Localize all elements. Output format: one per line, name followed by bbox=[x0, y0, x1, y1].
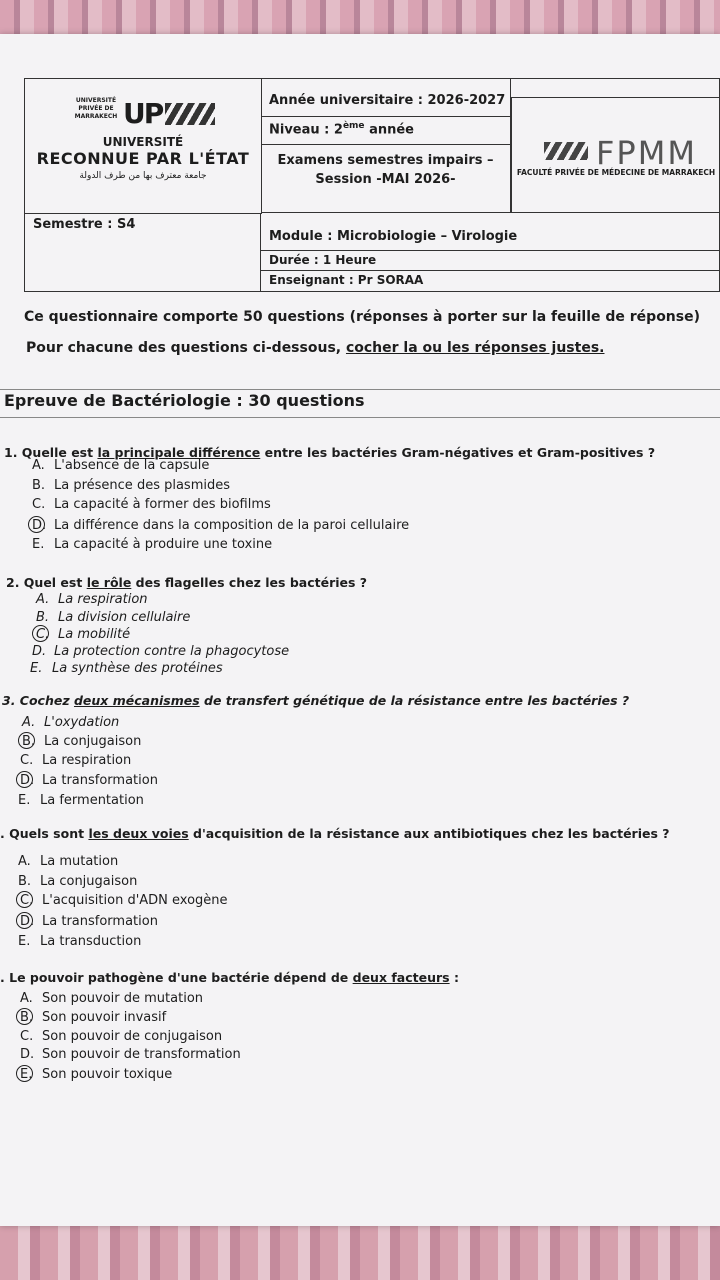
univ-line-arabic: جامعة معترف بها من طرف الدولة bbox=[79, 171, 207, 181]
option-text: La conjugaison bbox=[44, 734, 142, 749]
option-letter-circled: C. bbox=[36, 627, 58, 642]
option-text: La capacité à former des biofilms bbox=[54, 497, 271, 512]
option-text: L'acquisition d'ADN exogène bbox=[42, 893, 228, 908]
q1-option-e[interactable] bbox=[32, 537, 272, 552]
examens-line: Examens semestres impairs – bbox=[277, 153, 494, 168]
q4-option-e[interactable] bbox=[18, 934, 141, 949]
option-letter: B. bbox=[32, 478, 46, 493]
question-5 bbox=[0, 970, 459, 985]
option-letter: C. bbox=[32, 497, 46, 512]
background-fabric-bottom bbox=[0, 1220, 720, 1280]
q2-option-e[interactable] bbox=[30, 661, 223, 676]
q4-option-d[interactable] bbox=[20, 914, 158, 929]
q3-option-d[interactable] bbox=[20, 773, 158, 788]
intro-line-2 bbox=[26, 340, 604, 356]
option-letter: D. bbox=[32, 644, 47, 659]
q1-u: la principale différence bbox=[97, 445, 261, 460]
option-text: La mobilité bbox=[58, 627, 131, 642]
fpmm-logo: FPMM bbox=[596, 134, 697, 172]
question-3 bbox=[2, 693, 629, 708]
option-text: La présence des plasmides bbox=[54, 478, 230, 493]
section-rule-bottom bbox=[0, 417, 720, 418]
question-4 bbox=[0, 826, 670, 841]
option-letter: E. bbox=[30, 661, 43, 676]
exam-header-table bbox=[24, 78, 720, 292]
option-letter-circled: C. bbox=[20, 893, 42, 908]
niveau-prefix: Niveau : 2 bbox=[269, 122, 343, 138]
option-text: La transduction bbox=[40, 934, 142, 949]
option-letter: A. bbox=[36, 592, 50, 607]
niveau-suffix: année bbox=[364, 122, 414, 138]
university-logo-cell bbox=[25, 79, 262, 214]
option-letter-circled: D. bbox=[20, 773, 42, 788]
univ-line-1: UNIVERSITÉ bbox=[102, 135, 184, 149]
q5-option-d[interactable] bbox=[20, 1047, 241, 1062]
q2-a: 2. Quel est bbox=[6, 575, 87, 590]
q2-option-b[interactable] bbox=[36, 610, 190, 625]
module: Module : Microbiologie – Virologie bbox=[261, 213, 719, 251]
semestre: Semestre : S4 bbox=[25, 213, 261, 291]
option-text: La conjugaison bbox=[40, 874, 138, 889]
q1-option-b[interactable] bbox=[32, 478, 230, 493]
option-letter-circled: B. bbox=[20, 1010, 42, 1025]
q1-a: 1. Quelle est bbox=[4, 445, 98, 460]
option-text: Son pouvoir toxique bbox=[42, 1067, 173, 1082]
option-letter: A. bbox=[32, 458, 45, 473]
q1-option-a[interactable] bbox=[32, 458, 209, 473]
univ-line-2: RECONNUE PAR L'ÉTAT bbox=[36, 149, 250, 168]
q2-option-d[interactable] bbox=[32, 644, 289, 659]
up-logo-stripes-icon bbox=[165, 103, 215, 125]
session-line: Session -MAI 2026- bbox=[315, 172, 456, 187]
option-text: La mutation bbox=[40, 854, 119, 869]
option-letter: B. bbox=[18, 874, 32, 889]
option-text: La respiration bbox=[42, 753, 132, 768]
option-text: La transformation bbox=[42, 773, 158, 788]
up-logo-mark: UP bbox=[123, 97, 163, 130]
duree: Durée : 1 Heure bbox=[261, 251, 719, 271]
examens-session bbox=[261, 145, 511, 213]
q3-option-a[interactable] bbox=[22, 715, 119, 730]
option-text: La division cellulaire bbox=[58, 610, 191, 625]
option-text: Son pouvoir de mutation bbox=[42, 991, 204, 1006]
section-rule-top bbox=[0, 389, 720, 390]
option-letter-circled: E. bbox=[20, 1067, 42, 1082]
fpmm-subtitle: FACULTÉ PRIVÉE DE MÉDECINE DE MARRAKECH bbox=[516, 168, 716, 177]
option-text: Son pouvoir invasif bbox=[42, 1010, 167, 1025]
intro-line-1: Ce questionnaire comporte 50 questions (réponses à porter sur la feuille de réponse) bbox=[24, 309, 700, 325]
q1-option-d[interactable] bbox=[32, 518, 409, 533]
option-text: La synthèse des protéines bbox=[52, 661, 223, 676]
enseignant: Enseignant : Pr SORAA bbox=[269, 273, 424, 287]
option-text: L'oxydation bbox=[44, 715, 120, 730]
q2-b: des flagelles chez les bactéries ? bbox=[131, 575, 368, 590]
q2-option-c[interactable] bbox=[36, 627, 130, 642]
option-letter: A. bbox=[18, 854, 31, 869]
option-text: La différence dans la composition de la paroi cellulaire bbox=[54, 518, 410, 533]
option-text: L'absence de la capsule bbox=[54, 458, 210, 473]
option-text: La fermentation bbox=[40, 793, 144, 808]
q4-option-c[interactable] bbox=[20, 893, 228, 908]
option-letter: C. bbox=[20, 1029, 34, 1044]
intro-line-2-a: Pour chacune des questions ci-dessous, bbox=[26, 340, 346, 356]
annee-universitaire: Année universitaire : 2026-2027 bbox=[261, 79, 511, 117]
q5-option-e[interactable] bbox=[20, 1067, 172, 1082]
q4-option-b[interactable] bbox=[18, 874, 137, 889]
niveau-sup: ème bbox=[342, 121, 365, 131]
q3-option-b[interactable] bbox=[22, 734, 141, 749]
section-title: Epreuve de Bactériologie : 30 questions bbox=[4, 391, 365, 410]
niveau bbox=[261, 117, 511, 145]
option-letter: C. bbox=[20, 753, 34, 768]
q3-option-e[interactable] bbox=[18, 793, 144, 808]
up-logo-small-text: UNIVERSITÉ PRIVÉE DE MARRAKECH bbox=[74, 97, 118, 120]
q1-option-c[interactable] bbox=[32, 497, 271, 512]
option-text: Son pouvoir de conjugaison bbox=[42, 1029, 223, 1044]
option-text: La respiration bbox=[58, 592, 148, 607]
q4-a: . Quels sont bbox=[0, 826, 89, 841]
q4-b: d'acquisition de la résistance aux antibiotiques chez les bactéries ? bbox=[188, 826, 670, 841]
q4-option-a[interactable] bbox=[18, 854, 118, 869]
question-2 bbox=[6, 575, 367, 590]
q2-u: le rôle bbox=[86, 575, 132, 590]
option-text: La transformation bbox=[42, 914, 158, 929]
q2-option-a[interactable] bbox=[36, 592, 148, 607]
fpmm-logo-cell bbox=[511, 97, 719, 213]
intro-line-2-b: cocher la ou les réponses justes. bbox=[345, 340, 605, 356]
option-letter-circled: D. bbox=[20, 914, 42, 929]
q5-option-c[interactable] bbox=[20, 1029, 222, 1044]
q5-u: deux facteurs bbox=[352, 970, 450, 985]
q5-option-a[interactable] bbox=[20, 991, 203, 1006]
option-text: Son pouvoir de transformation bbox=[42, 1047, 241, 1062]
option-letter: E. bbox=[18, 793, 31, 808]
option-text: La capacité à produire une toxine bbox=[54, 537, 273, 552]
q5-b: : bbox=[449, 970, 459, 985]
option-letter: A. bbox=[20, 991, 33, 1006]
q5-option-b[interactable] bbox=[20, 1010, 166, 1025]
option-letter-circled: D. bbox=[32, 518, 54, 533]
q5-a: . Le pouvoir pathogène d'une bactérie dépend de bbox=[0, 970, 353, 985]
q1-b: entre les bactéries Gram-négatives et Gram-positives ? bbox=[260, 445, 656, 460]
option-letter: B. bbox=[36, 610, 50, 625]
q3-b: de transfert génétique de la résistance entre les bactéries ? bbox=[199, 693, 630, 708]
fpmm-stripes-icon bbox=[544, 142, 588, 160]
option-letter: D. bbox=[20, 1047, 35, 1062]
option-letter: E. bbox=[32, 537, 45, 552]
q3-a: 3. Cochez bbox=[2, 693, 74, 708]
q4-u: les deux voies bbox=[88, 826, 189, 841]
option-letter-circled: B. bbox=[22, 734, 44, 749]
option-text: La protection contre la phagocytose bbox=[54, 644, 290, 659]
q3-option-c[interactable] bbox=[20, 753, 131, 768]
q3-u: deux mécanismes bbox=[73, 693, 200, 708]
option-letter: A. bbox=[22, 715, 36, 730]
option-letter: E. bbox=[18, 934, 31, 949]
